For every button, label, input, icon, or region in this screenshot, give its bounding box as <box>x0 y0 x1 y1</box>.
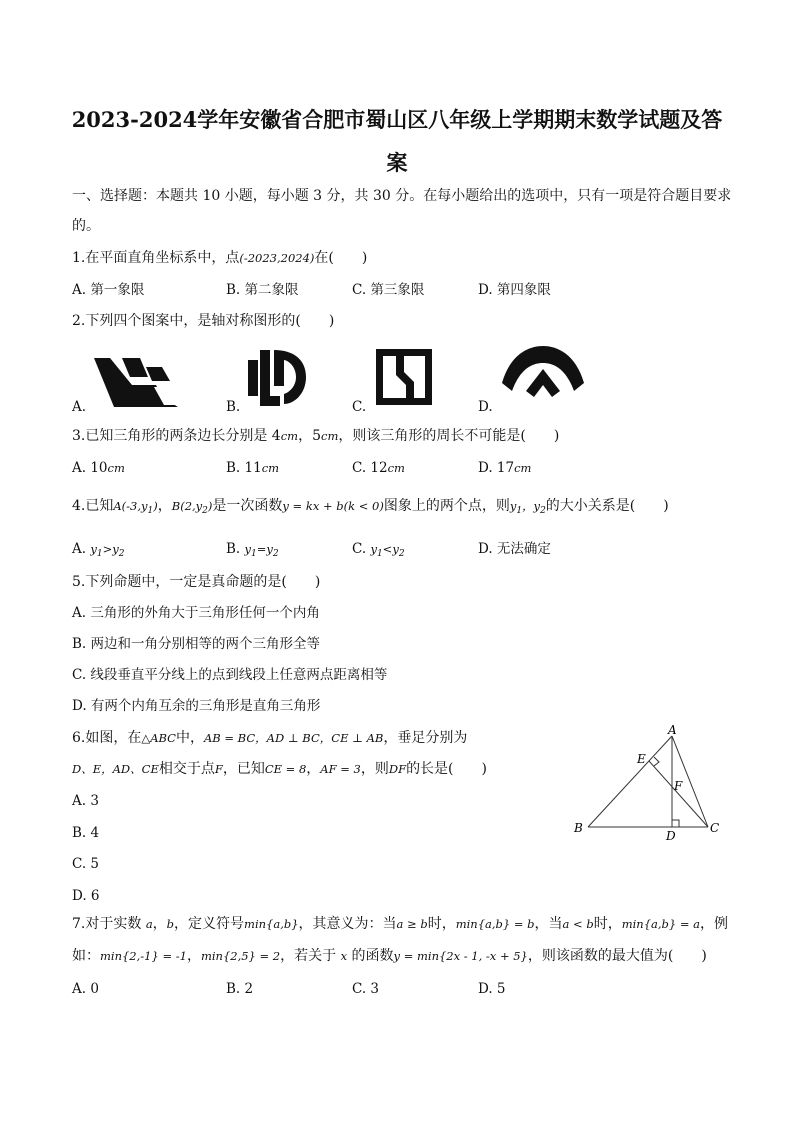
q5-stem: 5.下列命题中，一定是真命题的是( ) <box>72 574 321 590</box>
q3-stem: 3.已知三角形的两条边长分别是 4cm，5cm，则该三角形的周长不可能是( ) <box>72 428 560 444</box>
q6-label-b: B <box>574 821 583 835</box>
q6-triangle-figure <box>568 722 728 844</box>
q4-function: y = kx + b(k < 0) <box>282 499 384 513</box>
q6-option-d: D. 6 <box>72 888 100 904</box>
q7-stem-line2: 如：min{2,-1} = -1，min{2,5} = 2，若关于 x 的函数y = min{2x - 1, -x + 5}，则该函数的最大值为( ) <box>72 948 707 964</box>
q1-option-d: D. 第四象限 <box>478 282 551 298</box>
q2-pattern-d <box>498 343 588 409</box>
q1-point: (-2023,2024) <box>239 251 315 265</box>
q1-option-a: A. 第一象限 <box>72 282 145 298</box>
q3-option-b: B. 11cm <box>226 460 280 476</box>
document-title-line1: 2023-2024学年安徽省合肥市蜀山区八年级上学期期末数学试题及答 <box>71 107 723 132</box>
q3-option-d: D. 17cm <box>478 460 532 476</box>
q7-option-b: B. 2 <box>226 981 254 997</box>
q2-pattern-a <box>92 355 182 410</box>
q7-option-d: D. 5 <box>478 981 506 997</box>
q4-option-b: B. $y_1=y_2$ <box>226 541 279 559</box>
q6-label-d: D <box>666 829 676 843</box>
q2-option-a-label: A. <box>72 399 87 415</box>
q4-option-c: C. $y_1<y_2$ <box>352 541 405 559</box>
q7-stem-line1: 7.对于实数 a，b，定义符号min{a,b}，其意义为：当a ≥ b时，min{a,b} = b，当a < b时，min{a,b} = a，例 <box>72 916 729 932</box>
q7-function: y = min{2x - 1, -x + 5} <box>393 949 528 963</box>
q4-point-b: B(2,y <box>171 499 203 513</box>
document-title-line2: 案 <box>386 150 408 175</box>
q6-option-a: A. 3 <box>72 793 99 809</box>
q6-option-c: C. 5 <box>72 856 100 872</box>
q2-stem: 2.下列四个图案中，是轴对称图形的( ) <box>72 313 335 329</box>
q7-option-c: C. 3 <box>352 981 380 997</box>
q6-stem-line1: 6.如图，在△ABC中，AB = BC，AD ⊥ BC，CE ⊥ AB，垂足分别为 <box>72 730 468 746</box>
q2-pattern-b <box>246 346 308 408</box>
section-heading-line1: 一、选择题：本题共 10 小题，每小题 3 分，共 30 分。在每小题给出的选项中，只有一项是符合题目要求 <box>72 188 732 204</box>
q4-option-a: A. $y_1>y_2$ <box>72 541 125 559</box>
q1-stem: 1.在平面直角坐标系中，点(-2023,2024)在( ) <box>72 250 368 266</box>
q3-option-a: A. 10cm <box>72 460 125 476</box>
q7-option-a: A. 0 <box>72 981 99 997</box>
q2-pattern-c <box>374 347 434 407</box>
q5-option-a: A. 三角形的外角大于三角形任何一个内角 <box>72 605 320 621</box>
q5-option-b: B. 两边和一角分别相等的两个三角形全等 <box>72 636 321 652</box>
q4-option-d: D. 无法确定 <box>478 541 551 557</box>
q6-option-b: B. 4 <box>72 825 100 841</box>
q6-label-e: E <box>637 752 646 766</box>
q2-option-d-label: D. <box>478 399 493 415</box>
q6-stem-line2: D、E，AD、CE相交于点F，已知CE = 8，AF = 3，则DF的长是( ) <box>72 761 487 777</box>
q6-label-c: C <box>710 821 720 835</box>
q2-option-b-label: B. <box>226 399 241 415</box>
q4-point-a: A(-3,y <box>113 499 148 513</box>
q1-option-b: B. 第二象限 <box>226 282 299 298</box>
q4-stem: 4.已知$A(-3,y_1)$，$B(2,y_2)$是一次函数y = kx + b(k < 0)图象上的两个点，则$y_1$，$y_2$的大小关系是( ) <box>72 498 669 516</box>
q3-option-c: C. 12cm <box>352 460 405 476</box>
q5-option-c: C. 线段垂直平分线上的点到线段上任意两点距离相等 <box>72 667 388 683</box>
q6-label-f: F <box>674 779 683 793</box>
q1-option-c: C. 第三象限 <box>352 282 425 298</box>
section-heading-line2: 的。 <box>72 218 100 234</box>
q6-label-a: A <box>668 723 677 737</box>
q2-option-c-label: C. <box>352 399 367 415</box>
q5-option-d: D. 有两个内角互余的三角形是直角三角形 <box>72 698 321 714</box>
